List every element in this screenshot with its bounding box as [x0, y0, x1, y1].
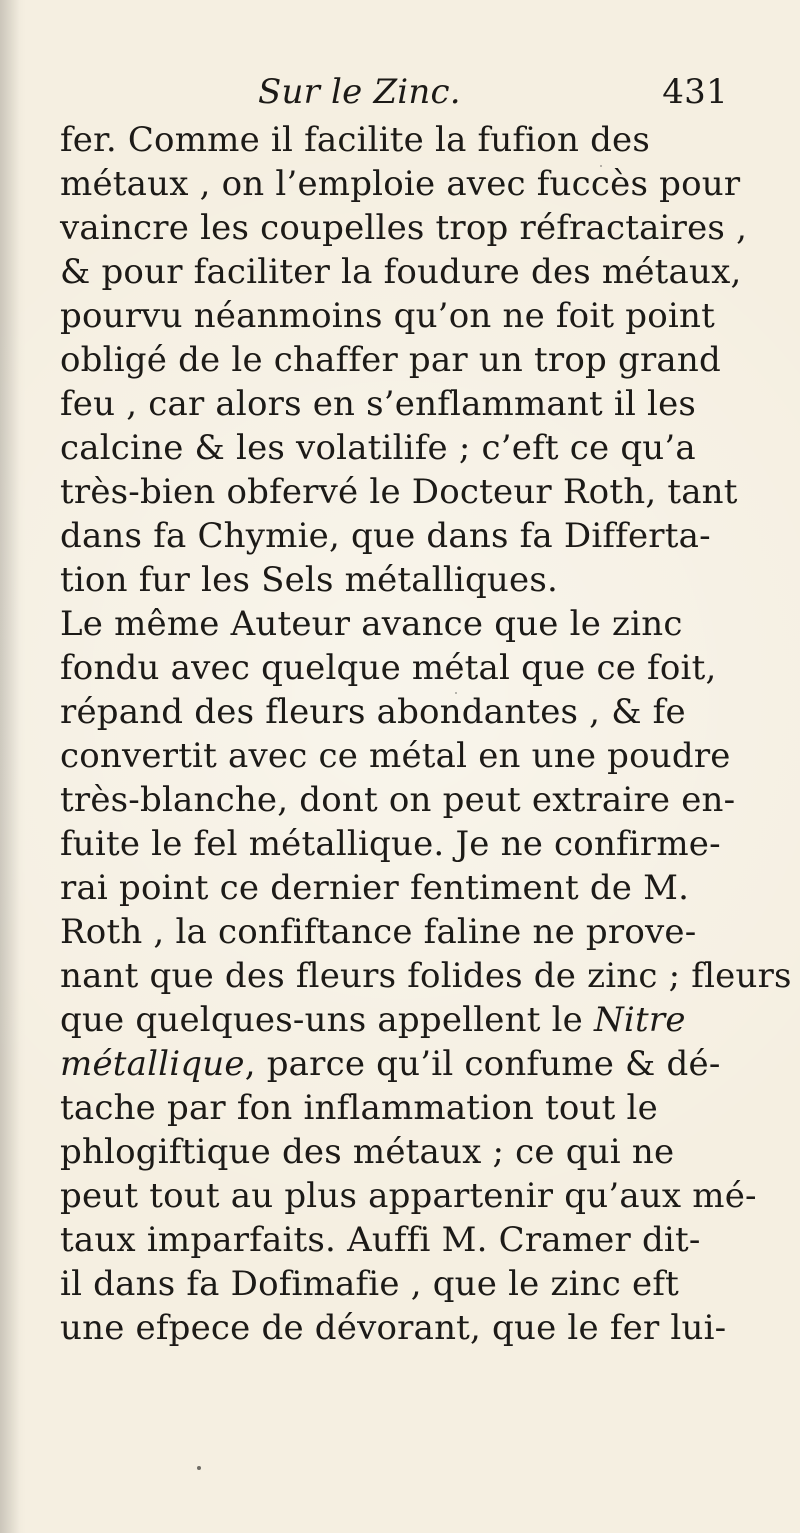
paper-speck [455, 692, 457, 694]
text-line-13: fondu avec quelque métal que ce foit, [60, 648, 717, 688]
text-line-15: convertit avec ce métal en une poudre [60, 736, 731, 776]
text-line-17: fuite le fel métallique. Je ne confirme- [60, 824, 721, 864]
text-line-12: Le même Auteur avance que le zinc [60, 604, 683, 644]
page-number: 431 [662, 72, 728, 112]
running-title: Sur le Zinc. [258, 72, 461, 112]
text-line-6: obligé de le chaffer par un trop grand [60, 340, 721, 380]
text-line-19: Roth , la confiftance faline ne prove- [60, 912, 697, 952]
page-gutter-shadow [0, 0, 20, 1533]
italic-term: Nitre [593, 1000, 686, 1040]
text-line-2: métaux , on l’emploie avec fuccès pour [60, 164, 741, 204]
body-text [60, 116, 792, 1348]
text-line-4: & pour faciliter la foudure des métaux, [60, 252, 742, 292]
text-line-9: très-bien obfervé le Docteur Roth, tant [60, 472, 738, 512]
text-line-8: calcine & les volatilife ; c’eft ce qu’a [60, 428, 696, 468]
text-line-25: peut tout au plus appartenir qu’aux mé- [60, 1176, 757, 1216]
text-line-27: il dans fa Dofimafie , que le zinc eft [60, 1264, 680, 1304]
ink-speck [197, 1466, 201, 1470]
page-header [258, 72, 728, 116]
text-line-10: dans fa Chymie, que dans fa Differta- [60, 516, 711, 556]
text-line-11: tion fur les Sels métalliques. [60, 560, 559, 600]
text-line-26: taux imparfaits. Auffi M. Cramer dit- [60, 1220, 701, 1260]
paper-speck [600, 165, 602, 167]
text-line-24: phlogiftique des métaux ; ce qui ne [60, 1132, 675, 1172]
text-line-7: feu , car alors en s’enflammant il les [60, 384, 697, 424]
text-line-3: vaincre les coupelles trop réfractaires , [60, 208, 748, 248]
text-line-28: une efpece de dévorant, que le fer lui- [60, 1308, 727, 1348]
text-line-1: fer. Comme il facilite la fufion des [60, 120, 650, 160]
text-line-5: pourvu néanmoins qu’on ne foit point [60, 296, 715, 336]
text-line-20: nant que des fleurs folides de zinc ; fleurs [60, 956, 792, 996]
text-line-18: rai point ce dernier fentiment de M. [60, 868, 690, 908]
text-line-23: tache par fon inflammation tout le [60, 1088, 658, 1128]
text-line-16: très-blanche, dont on peut extraire en- [60, 780, 736, 820]
italic-term: métallique [60, 1044, 245, 1084]
text-line-22: métallique, parce qu’il confume & dé- [60, 1044, 721, 1084]
text-line-21: que quelques-uns appellent le Nitre [60, 1000, 686, 1040]
text-line-14: répand des fleurs abondantes , & fe [60, 692, 686, 732]
